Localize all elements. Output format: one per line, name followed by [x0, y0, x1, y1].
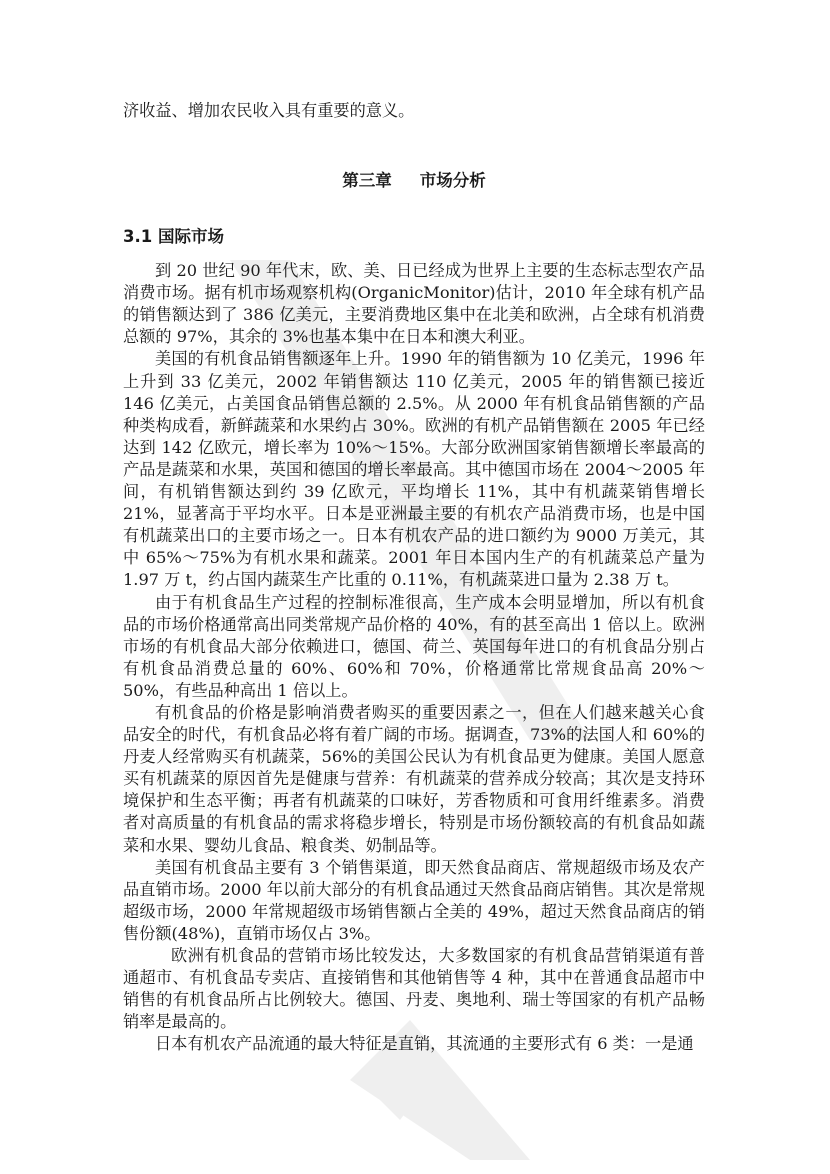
chapter-number: 第三章 [342, 171, 392, 191]
paragraph: 到 20 世纪 90 年代末，欧、美、日已经成为世界上主要的生态标志型农产品消费市场。据有机市场观察机构(OrganicMonitor)估计，2010 年全球有机产品的销售额达到了 386 亿美元，主要消费地区集中在北美和欧洲，占全球有机消费总额的 97%，其余的 3%也基本集中在日本和澳大利亚。 [123, 261, 705, 347]
paragraph: 日本有机农产品流通的最大特征是直销，其流通的主要形式有 6 类：一是通 [155, 1034, 694, 1054]
chapter-heading [123, 170, 705, 192]
section-heading: 3.1 国际市场 [123, 227, 224, 247]
paragraph: 欧洲有机食品的营销市场比较发达，大多数国家的有机食品营销渠道有普通超市、有机食品专卖店、直接销售和其他销售等 4 种，其中在普通食品超市中销售的有机食品所占比例较大。德国、丹麦、奥地利、瑞士等国家的有机产品畅销率是最高的。 [123, 946, 705, 1032]
chapter-title: 市场分析 [419, 171, 486, 191]
document-body [123, 100, 705, 1055]
paragraph: 美国有机食品主要有 3 个销售渠道，即天然食品商店、常规超级市场及农产品直销市场。2000 年以前大部分的有机食品通过天然食品商店销售。其次是常规超级市场，2000 年常规超级市场销售额占全美的 49%，超过天然食品商店的销售份额(48%)，直销市场仅占 3%。 [123, 857, 705, 943]
paragraph: 美国的有机食品销售额逐年上升。1990 年的销售额为 10 亿美元，1996 年上升到 33 亿美元，2002 年销售额达 110 亿美元，2005 年的销售额已接近 146 亿美元，占美国食品销售总额的 2.5%。从 2000 年有机食品销售额的产品种类构成看，新鲜蔬菜和水果约占 30%。欧洲的有机产品销售额在 2005 年已经达到 142 亿欧元，增长率为 10%～15%。大部分欧洲国家销售额增长率最高的产品是蔬菜和水果，英国和德国的增长率最高。其中德国市场在 2004～2005 年间，有机销售额达到约 39 亿欧元，平均增长 11%，其中有机蔬菜销售增长 21%，显著高于平均水平。日本是亚洲最主要的有机农产品消费市场，也是中国有机蔬菜出口的主要市场之一。日本有机农产品的进口额约为 9000 万美元，其中 65%～75%为有机水果和蔬菜。2001 年日本国内生产的有机蔬菜总产量为 1.97 万 t，约占国内蔬菜生产比重的 0.11%，有机蔬菜进口量为 2.38 万 t。 [123, 349, 705, 590]
paragraph: 有机食品的价格是影响消费者购买的重要因素之一，但在人们越来越关心食品安全的时代，有机食品必将有着广阔的市场。据调查，73%的法国人和 60%的丹麦人经常购买有机蔬菜，56%的美国公民认为有机食品更为健康。美国人愿意买有机蔬菜的原因首先是健康与营养：有机蔬菜的营养成分较高；其次是支持环境保护和生态平衡；再者有机蔬菜的口味好，芳香物质和可食用纤维素多。消费者对高质量的有机食品的需求将稳步增长，特别是市场份额较高的有机食品如蔬菜和水果、婴幼儿食品、粮食类、奶制品等。 [123, 702, 705, 855]
section-body [123, 260, 705, 1055]
paragraph: 由于有机食品生产过程的控制标准很高，生产成本会明显增加，所以有机食品的市场价格通常高出同类常规产品价格的 40%，有的甚至高出 1 倍以上。欧洲市场的有机食品大部分依赖进口，德国、荷兰、英国每年进口的有机食品分别占有机食品消费总量的 60%、60%和 70%，价格通常比常规食品高 20%～50%，有些品种高出 1 倍以上。 [123, 592, 705, 700]
continuation-line: 济收益、增加农民收入具有重要的意义。 [123, 101, 415, 120]
